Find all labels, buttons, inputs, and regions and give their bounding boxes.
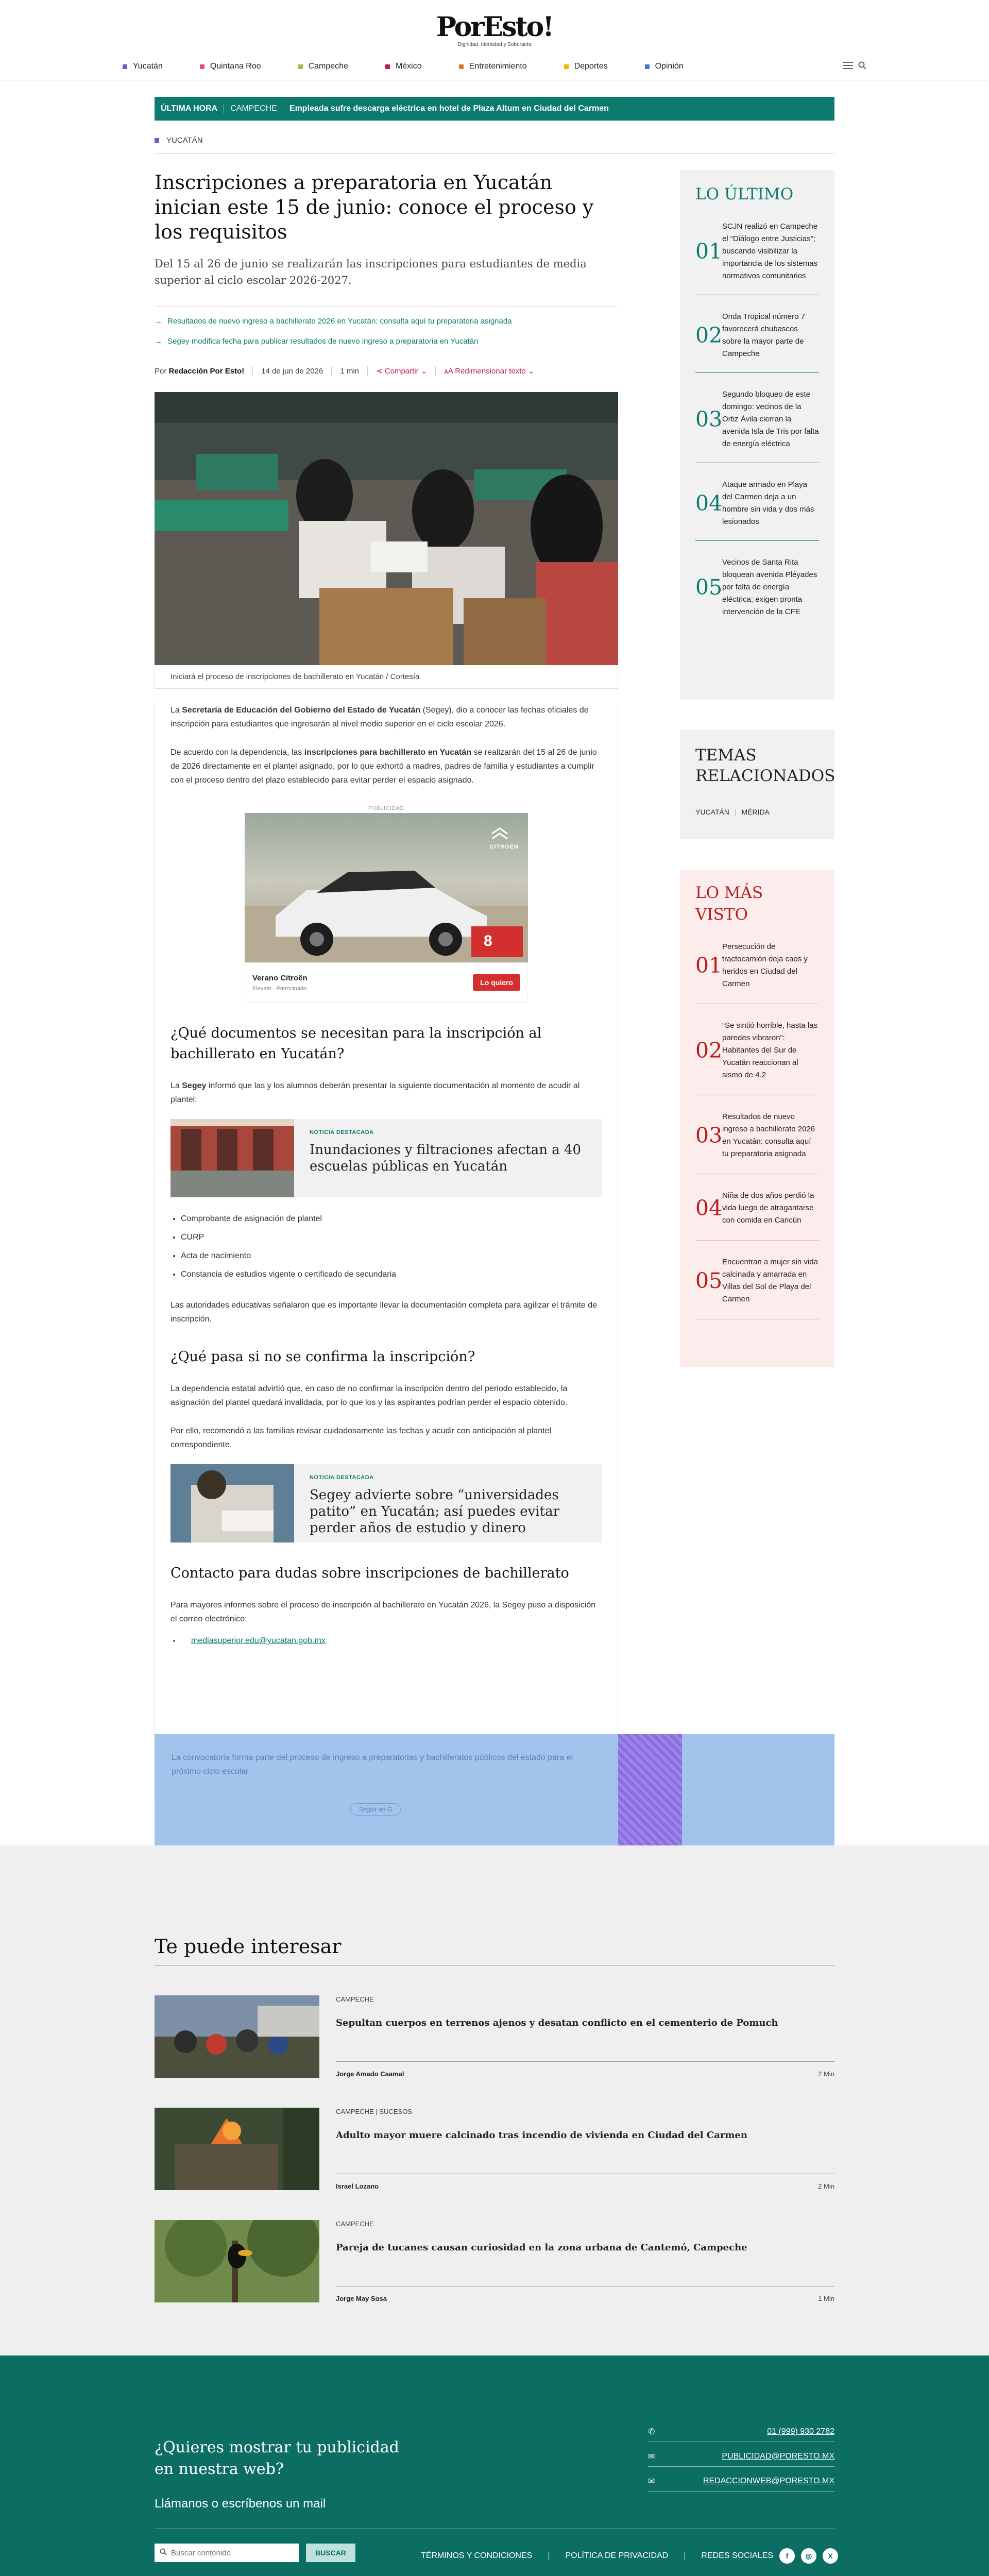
recommended-title: Te puede interesar — [155, 1935, 342, 1958]
paragraph: La Secretaría de Educación del Gobierno del Estado de Yucatán (Segey), dio a conocer las fechas oficiales de inscripción para estudiantes que ingresarán al nivel medio superior en el ciclo escolar 2026. — [170, 706, 589, 728]
section-name: YUCATÁN — [166, 136, 203, 145]
featured-title[interactable]: Segey advierte sobre “universidades patito” en Yucatán; así puedes evitar perder años de estudio y dinero — [310, 1487, 559, 1536]
topic-tag[interactable]: YUCATÁN — [695, 808, 729, 816]
social-label: REDES SOCIALES — [701, 2551, 773, 2560]
item-number: 01 — [695, 953, 723, 978]
item-text: “Se sintió horrible, hasta las paredes vibraron”: Habitantes del Sur de Yucatán reaccionan al sismo de 4.2 — [722, 1021, 818, 1079]
email-ads[interactable]: PUBLICIDAD@PORESTO.MX — [722, 2451, 834, 2461]
hero-image — [155, 392, 618, 665]
divider — [252, 366, 253, 376]
byline — [155, 363, 618, 379]
latest-item[interactable] — [695, 463, 819, 541]
nav-item-campeche[interactable] — [298, 62, 348, 71]
card-author[interactable]: Jorge Amado Caamal — [336, 2070, 404, 2078]
bold-text: Secretaría de Educación del Gobierno del Estado de Yucatán — [182, 706, 421, 715]
divider: | — [548, 2551, 550, 2560]
latest-item[interactable] — [695, 295, 819, 373]
byline-author[interactable]: Redacción Por Esto! — [168, 366, 245, 376]
card-title[interactable]: Sepultan cuerpos en terrenos ajenos y desatan conflicto en el cementerio de Pomuch — [336, 2018, 778, 2028]
nav-item-opinion[interactable] — [645, 62, 684, 71]
article-body — [155, 703, 618, 1795]
item-text: Encuentran a mujer sin vida calcinada y amarrada en Villas del Sol de Playa del Carmen — [722, 1258, 818, 1303]
paragraph: Por ello, recomendó a las familias revisar cuidadosamente las fechas y acudir con anticipación al plantel correspondiente. — [170, 1427, 552, 1449]
ad-cta-button[interactable]: Lo quiero — [473, 974, 520, 991]
list-item: • Acta de nacimiento — [181, 1247, 602, 1265]
related-link[interactable] — [155, 337, 618, 346]
latest-item[interactable] — [695, 205, 819, 295]
card-title[interactable]: Pareja de tucanes causan curiosidad en la zona urbana de Cantemó, Campeche — [336, 2242, 747, 2253]
car-image — [245, 813, 528, 962]
section-heading: Contacto para dudas sobre inscripciones de bachillerato — [170, 1565, 569, 1581]
latest-item[interactable] — [695, 373, 819, 463]
section-square-icon — [155, 138, 159, 143]
resize-text-button[interactable] — [444, 366, 534, 376]
featured-label: NOTICIA DESTACADA — [310, 1129, 374, 1136]
paragraph: Las autoridades educativas señalaron que es importante llevar la documentación completa para agilizar el trámite de inscripción. — [170, 1301, 598, 1324]
featured-thumbnail — [170, 1119, 294, 1197]
related-link-text: Segey modifica fecha para publicar resultados de nuevo ingreso a preparatoria en Yucatán — [167, 337, 479, 346]
latest-item[interactable] — [695, 541, 819, 631]
item-number: 05 — [695, 574, 723, 600]
privacy-link[interactable]: POLÍTICA DE PRIVACIDAD — [565, 2551, 669, 2560]
site-header — [0, 0, 989, 80]
featured-label: NOTICIA DESTACADA — [310, 1475, 374, 1481]
item-text: Vecinos de Santa Rita bloquean avenida Pléyades por falta de energía eléctrica; exigen pronta intervención de la CFE — [722, 558, 817, 616]
mail-icon: ✉ — [648, 2452, 655, 2461]
section-heading: ¿Qué documentos se necesitan para la inscripción al bachillerato en Yucatán? — [170, 1025, 542, 1062]
email-contact[interactable] — [648, 2471, 834, 2492]
logo-tagline: Dignidad, Identidad y Soberanía — [457, 42, 532, 47]
nav-dot — [385, 64, 390, 69]
latest-news-panel — [680, 170, 834, 700]
breaking-category: CAMPECHE — [230, 104, 277, 113]
card-thumbnail — [155, 2220, 319, 2302]
x-twitter-icon[interactable]: X — [823, 2548, 838, 2564]
divider — [331, 366, 332, 376]
nav-label: Deportes — [574, 62, 608, 71]
divider: | — [734, 808, 737, 816]
svg-text:8: 8 — [484, 933, 492, 950]
item-text: Niña de dos años perdió la vida luego de atragantarse con comida en Cancún — [722, 1191, 814, 1225]
nav-item-mexico[interactable] — [385, 62, 422, 71]
list-item: • CURP — [181, 1228, 602, 1247]
item-text: Onda Tropical número 7 favorecerá chubascos sobre la mayor parte de Campeche — [722, 312, 805, 358]
phone-icon: ✆ — [648, 2427, 655, 2436]
nav-dot — [298, 64, 303, 69]
sidebar — [680, 170, 834, 1367]
card-read-time: 2 Min — [818, 2070, 834, 2078]
most-viewed-item[interactable] — [695, 1174, 819, 1241]
inspector-overlay — [155, 1734, 834, 1851]
chevron-down-icon: ⌄ — [420, 367, 428, 376]
paragraph: Para mayores informes sobre el proceso de inscripción al bachillerato en Yucatán 2026, la Segey puso a disposición el correo electrónico: — [170, 1601, 596, 1623]
logo-text: PorEsto! — [436, 11, 553, 43]
share-label: Compartir — [384, 367, 419, 376]
card-title[interactable]: Adulto mayor muere calcinado tras incendio de vivienda en Ciudad del Carmen — [336, 2130, 747, 2141]
footer-links — [421, 2548, 838, 2564]
article-title: Inscripciones a preparatoria en Yucatán inician este 15 de junio: conoce el proceso y los requisitos — [155, 171, 594, 243]
byline-prefix: Por — [155, 366, 167, 376]
nav-label: Entretenimiento — [469, 62, 527, 71]
most-viewed-panel — [680, 870, 834, 1367]
card-category[interactable]: CAMPECHE — [336, 1995, 374, 2003]
nav-label: Campeche — [308, 62, 348, 71]
footer-search — [155, 2544, 355, 2562]
email-contact[interactable] — [648, 2446, 834, 2467]
nav-item-deportes[interactable] — [564, 62, 608, 71]
item-number: 04 — [695, 490, 723, 516]
site-logo[interactable] — [0, 11, 989, 47]
card-author[interactable]: Jorge May Sosa — [336, 2295, 387, 2302]
nav-item-entretenimiento[interactable] — [459, 62, 527, 71]
latest-title: LO ÚLTIMO — [695, 185, 794, 204]
resize-label: Redimensionar texto — [455, 367, 526, 376]
nav-dot — [200, 64, 204, 69]
most-viewed-title: LO MÁS VISTO — [695, 884, 763, 924]
card-category[interactable]: CAMPECHE | SUCESOS — [336, 2108, 412, 2115]
nav-dot — [459, 64, 464, 69]
topic-tag[interactable]: MÉRIDA — [741, 808, 770, 816]
item-number: 03 — [695, 1123, 723, 1148]
ad-title: Verano Citroën — [252, 973, 308, 982]
nav-dot — [645, 64, 650, 69]
most-viewed-item[interactable] — [695, 1095, 819, 1174]
main-nav — [123, 60, 866, 73]
item-text: Persecución de tractocamión deja caos y heridos en Ciudad del Carmen — [722, 942, 808, 988]
item-number: 01 — [695, 239, 723, 264]
read-time: 1 min — [340, 366, 360, 376]
recommended-section — [155, 1935, 834, 2302]
most-viewed-item[interactable] — [695, 1004, 819, 1095]
item-number: 03 — [695, 406, 723, 432]
nav-label: Opinión — [655, 62, 684, 71]
article — [155, 170, 618, 1795]
related-topics-panel — [680, 730, 834, 839]
most-viewed-item[interactable] — [695, 925, 819, 1004]
arrow-right-icon: → — [155, 337, 162, 346]
text-size-icon: ᴀA — [444, 367, 453, 376]
share-icon: ⋖ — [376, 367, 383, 376]
divider — [367, 366, 368, 376]
paragraph: De acuerdo con la dependencia, las inscripciones para bachillerato en Yucatán se realizarán del 15 al 26 de junio de 2026 directamente en el plantel asignado, por lo que exhortó a madres, padres de familia y estudiantes a cumplir con el proceso dentro del plazo establecido para evitar perder el espacio asignado. — [170, 748, 597, 785]
topic-tags — [695, 808, 819, 816]
card-read-time: 1 Min — [818, 2295, 834, 2302]
featured-thumbnail — [170, 1464, 294, 1543]
terms-link[interactable]: TÉRMINOS Y CONDICIONES — [421, 2551, 533, 2560]
ad-image[interactable] — [245, 813, 528, 962]
paragraph: La Segey informó que las y los alumnos deberán presentar la siguiente documentación al momento de acudir al plantel: — [170, 1081, 580, 1104]
card-category[interactable]: CAMPECHE — [336, 2220, 374, 2228]
related-link[interactable] — [155, 317, 618, 326]
menu-icon[interactable] — [843, 61, 854, 72]
email-newsroom[interactable]: REDACCIONWEB@PORESTO.MX — [703, 2476, 834, 2485]
advertise-cta: ¿Quieres mostrar tu publicidad en nuestra web? — [155, 2438, 399, 2478]
item-text: Ataque armado en Playa del Carmen deja a un hombre sin vida y dos más lesionados — [722, 480, 814, 526]
recommended-card[interactable] — [155, 1995, 834, 2078]
overlay-gap-highlight — [618, 1734, 682, 1851]
share-button[interactable] — [376, 366, 427, 376]
divider: | — [684, 2551, 686, 2560]
related-links — [155, 306, 618, 346]
overlay-paragraph: La convocatoria forma parte del proceso de ingreso a preparatorias y bachilleratos públicos del estado para el próximo ciclo escolar. — [172, 1753, 573, 1776]
mail-icon: ✉ — [648, 2477, 655, 2486]
breaking-news-bar[interactable] — [155, 97, 834, 121]
follow-google-button[interactable]: Seguir en G — [350, 1803, 401, 1816]
arrow-right-icon: → — [155, 317, 162, 326]
facebook-icon[interactable]: f — [779, 2548, 795, 2564]
paragraph: La dependencia estatal advirtió que, en caso de no confirmar la inscripción dentro del periodo establecido, la asignación del plantel quedará invalidada, por lo que los y las aspirantes podrían perder el espacio obtenido. — [170, 1384, 568, 1407]
bold-text: inscripciones para bachillerato en Yucatán — [304, 748, 472, 757]
search-icon[interactable] — [858, 61, 866, 72]
item-number: 02 — [695, 323, 723, 348]
documents-list — [170, 1210, 602, 1284]
article-subtitle: Del 15 al 26 de junio se realizarán las inscripciones para estudiantes de media superior al ciclo escolar 2026-2027. — [155, 258, 587, 286]
bold-text: Segey — [182, 1081, 207, 1090]
search-button[interactable]: BUSCAR — [306, 2544, 355, 2562]
chevron-down-icon: ⌄ — [527, 367, 535, 376]
recommended-card[interactable] — [155, 2220, 834, 2302]
ad-sponsor: Elevate · Patrocinado — [252, 985, 307, 992]
nav-dot — [564, 64, 569, 69]
nav-label: México — [395, 62, 422, 71]
instagram-icon[interactable]: ◎ — [801, 2548, 816, 2564]
search-input[interactable] — [171, 2549, 289, 2557]
contact-email-link[interactable]: • mediasuperior.edu@yucatan.gob.mx — [181, 1636, 602, 1646]
card-read-time: 2 Min — [818, 2182, 834, 2190]
byline-date: 14 de jun de 2026 — [261, 366, 323, 376]
ad-brand: CITROËN — [489, 844, 519, 850]
section-label[interactable] — [155, 136, 203, 145]
card-thumbnail — [155, 1995, 319, 2078]
recommended-card[interactable] — [155, 2108, 834, 2190]
header-tools — [843, 61, 866, 72]
card-thumbnail — [155, 2108, 319, 2190]
advertise-sub: Llámanos o escríbenos un mail — [155, 2497, 326, 2511]
search-box[interactable] — [155, 2544, 299, 2562]
featured-news-card[interactable] — [170, 1119, 602, 1197]
list-item: • Constancia de estudios vigente o certificado de secundaria — [181, 1265, 602, 1284]
site-footer — [0, 2355, 989, 2576]
section-heading: ¿Qué pasa si no se confirma la inscripción? — [170, 1349, 475, 1365]
breaking-tag: ÚLTIMA HORA — [155, 104, 224, 113]
breaking-headline[interactable]: Empleada sufre descarga eléctrica en hotel de Plaza Altum en Ciudad del Carmen — [289, 104, 609, 113]
list-item: • Comprobante de asignación de plantel — [181, 1210, 602, 1228]
card-author[interactable]: Israel Lozano — [336, 2182, 379, 2190]
featured-title[interactable]: Inundaciones y filtraciones afectan a 40 escuelas públicas en Yucatán — [310, 1142, 582, 1174]
classroom-photo — [155, 392, 618, 665]
nav-label: Quintana Roo — [210, 62, 261, 71]
ad-footer — [245, 962, 528, 1003]
item-number: 05 — [695, 1268, 723, 1293]
phone-number[interactable]: 01 (999) 930 2782 — [767, 2427, 834, 2436]
advertisement[interactable] — [245, 806, 528, 1003]
image-caption: Iniciará el proceso de inscripciones de bachillerato en Yucatán / Cortesía — [155, 665, 618, 689]
ad-label: PUBLICIDAD — [368, 806, 404, 811]
divider — [435, 366, 436, 376]
item-text: Segundo bloqueo de este domingo: vecinos de la Ortiz Ávila cierran la avenida Isla de Tris por falta de energía eléctrica — [722, 390, 819, 448]
search-icon — [160, 2548, 167, 2557]
phone-contact[interactable] — [648, 2421, 834, 2442]
topics-title: TEMAS RELACIONADOS — [695, 746, 835, 785]
item-text: Resultados de nuevo ingreso a bachillerato 2026 en Yucatán: consulta aquí tu preparatoria asignada — [722, 1112, 815, 1158]
item-number: 04 — [695, 1195, 723, 1221]
nav-item-yucatan[interactable] — [123, 62, 163, 71]
item-text: SCJN realizó en Campeche el “Diálogo entre Justicias”; buscando visibilizar la importancia de los sistemas normativos comunitarios — [722, 222, 818, 280]
most-viewed-item[interactable] — [695, 1241, 819, 1319]
nav-item-quintana-roo[interactable] — [200, 62, 261, 71]
related-link-text: Resultados de nuevo ingreso a bachillerato 2026 en Yucatán: consulta aquí tu preparatoria asignada — [167, 317, 512, 326]
nav-dot — [123, 64, 127, 69]
featured-news-card[interactable] — [170, 1464, 602, 1543]
item-number: 02 — [695, 1038, 723, 1063]
nav-label: Yucatán — [133, 62, 163, 71]
